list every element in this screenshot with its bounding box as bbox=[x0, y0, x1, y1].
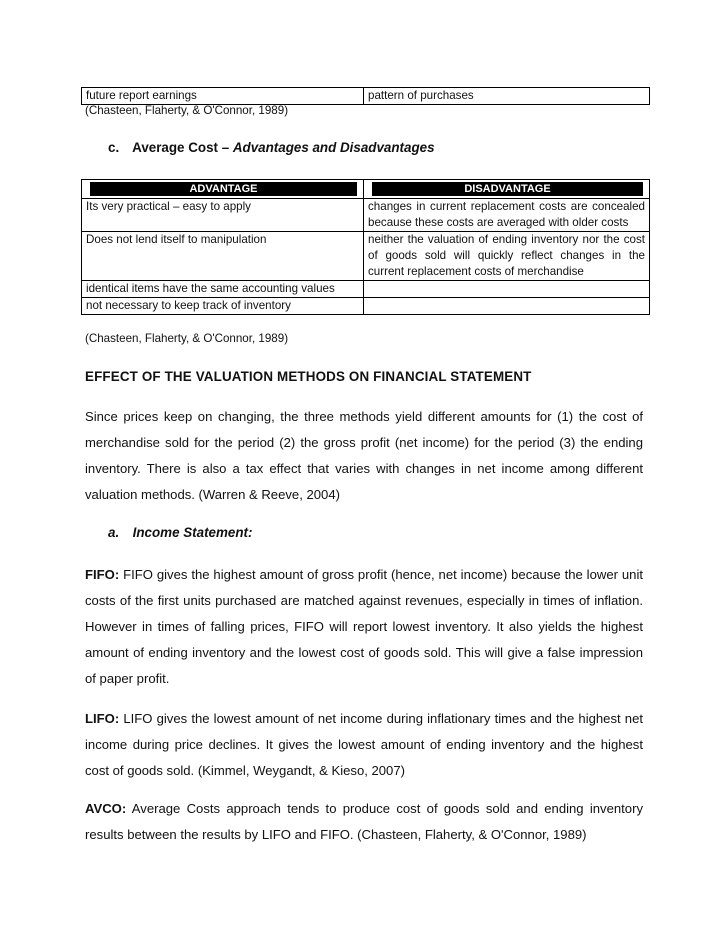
table-cell bbox=[364, 281, 650, 298]
section-heading-average-cost bbox=[108, 140, 435, 155]
effect-heading: EFFECT OF THE VALUATION METHODS ON FINANCIAL STATEMENT bbox=[85, 369, 532, 384]
lifo-paragraph bbox=[85, 706, 643, 784]
section-title: Average Cost – bbox=[132, 140, 233, 155]
table-row bbox=[82, 88, 650, 105]
table-row bbox=[82, 199, 650, 232]
effect-paragraph: Since prices keep on changing, the three methods yield different amounts for (1) the cost of merchandise sold for the period (2) the gross profit (net income) for the period (3) the ending inventory. There is also a tax effect that varies with changes in net income among different valuation methods. (Warren & Reeve, 2004) bbox=[85, 409, 643, 502]
fifo-text: FIFO gives the highest amount of gross profit (hence, net income) because the lower unit costs of the first units purchased are matched against revenues, especially in times of inflation. However in times of falling prices, FIFO will report lowest inventory. It also yields the highest amount of ending inventory and the lowest cost of goods sold. This will give a false impression of paper profit. bbox=[85, 567, 643, 686]
table-row bbox=[82, 232, 650, 281]
avco-paragraph bbox=[85, 796, 643, 848]
citation: (Chasteen, Flaherty, & O'Connor, 1989) bbox=[85, 104, 289, 117]
header-cell bbox=[364, 180, 650, 199]
table-cell: identical items have the same accounting values bbox=[82, 281, 364, 298]
table-cell: Does not lend itself to manipulation bbox=[82, 232, 364, 281]
fifo-paragraph bbox=[85, 562, 643, 692]
table-cell bbox=[364, 298, 650, 315]
avco-label: AVCO: bbox=[85, 801, 127, 816]
table-cell: future report earnings bbox=[82, 88, 364, 105]
section-heading-income-statement bbox=[108, 525, 252, 540]
header-cell bbox=[82, 180, 364, 199]
column-header-disadvantage: DISADVANTAGE bbox=[372, 182, 643, 196]
column-header-advantage: ADVANTAGE bbox=[90, 182, 357, 196]
fifo-label: FIFO: bbox=[85, 567, 120, 582]
table-cell: Its very practical – easy to apply bbox=[82, 199, 364, 232]
table-cell: not necessary to keep track of inventory bbox=[82, 298, 364, 315]
avco-text: Average Costs approach tends to produce cost of goods sold and ending inventory results between the results by LIFO and FIFO. (Chasteen, Flaherty, & O'Connor, 1989) bbox=[85, 801, 643, 842]
lifo-text: LIFO gives the lowest amount of net income during inflationary times and the highest net income during price declines. It gives the lowest amount of ending inventory and the highest cost of goods sold. (Kimmel, Weygandt, & Kieso, 2007) bbox=[85, 711, 643, 778]
table-header-row bbox=[82, 180, 650, 199]
average-cost-table bbox=[81, 179, 650, 315]
table-row bbox=[82, 298, 650, 315]
table-row bbox=[82, 281, 650, 298]
lifo-label: LIFO: bbox=[85, 711, 120, 726]
table-cell: pattern of purchases bbox=[364, 88, 650, 105]
section-title: Income Statement: bbox=[132, 525, 253, 540]
section-title-italic: Advantages and Disadvantages bbox=[232, 140, 435, 155]
section-label: c. bbox=[108, 140, 120, 155]
table-cell: neither the valuation of ending inventory nor the cost of goods sold will quickly reflect changes in the current replacement costs of merchandise bbox=[364, 232, 650, 281]
citation: (Chasteen, Flaherty, & O'Connor, 1989) bbox=[85, 332, 289, 345]
table-cell: changes in current replacement costs are concealed because these costs are averaged with older costs bbox=[364, 199, 650, 232]
section-label: a. bbox=[108, 525, 120, 540]
